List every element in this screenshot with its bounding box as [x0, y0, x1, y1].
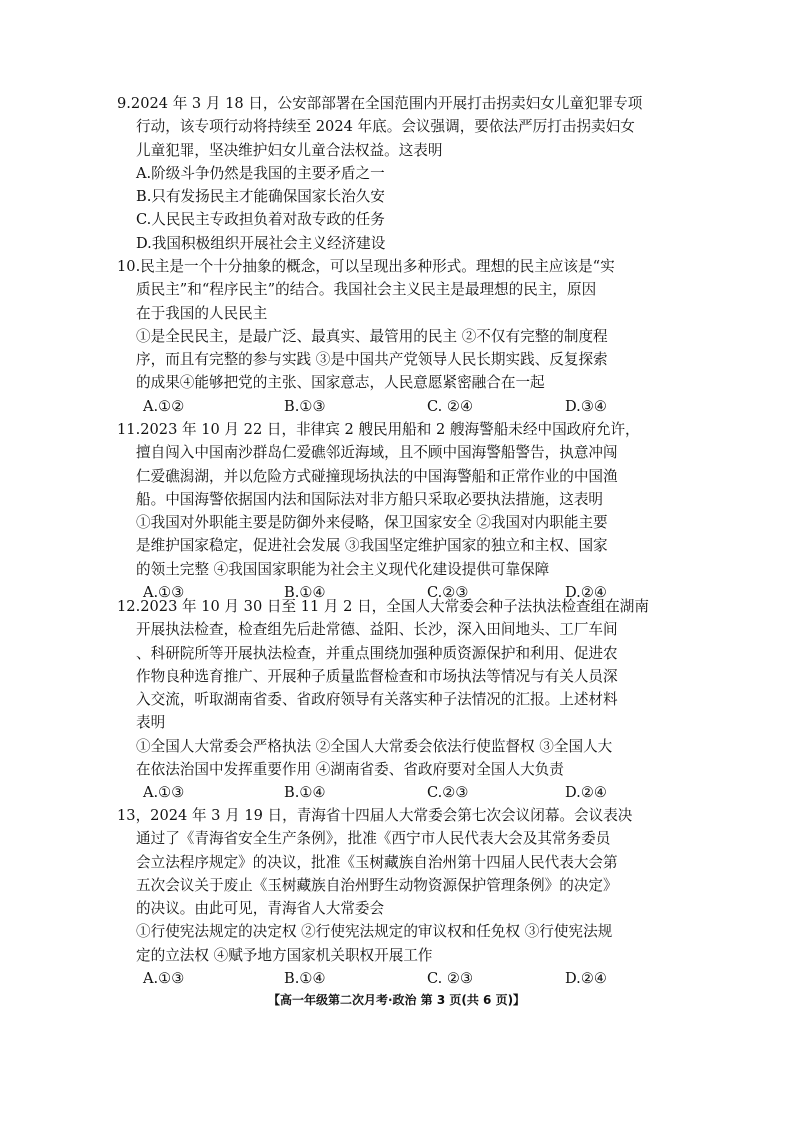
option-d: D.我国积极组织开展社会主义经济建设	[136, 234, 386, 252]
choice-d: D.②④	[565, 970, 607, 988]
question-text-line: 擅自闯入中国南沙群岛仁爱礁邻近海域，且不顾中国海警船警告，执意冲闯	[136, 444, 618, 462]
question-text-line: 的决议。由此可见，青海省人大常委会	[136, 900, 385, 918]
question-text-line: 9.2024 年 3 月 18 日，公安部部署在全国范围内开展打击拐卖妇女儿童犯罪专项	[117, 95, 643, 112]
choice-a: A.①③	[143, 784, 185, 802]
option-c: C.人民民主专政担负着对敌专政的任务	[136, 211, 385, 229]
statement-line: 在依法治国中发挥重要作用 ④湖南省委、省政府要对全国人大负责	[136, 761, 564, 779]
question-text-line: 船。中国海警依据国内法和国际法对非方船只采取必要执法措施，这表明	[136, 490, 604, 508]
question-text-line: 12.2023 年 10 月 30 日至 11 月 2 日，全国人大常委会种子法执法检查组在湖南	[117, 598, 649, 615]
choice-b: B.①③	[284, 397, 326, 415]
choice-a: A.①②	[143, 397, 185, 415]
page-footer: 【高一年级第二次月考·政治 第 3 页(共 6 页)】	[267, 993, 526, 1007]
choice-b: B.①④	[284, 584, 326, 602]
question-text-line: 10.民主是一个十分抽象的概念，可以呈现出多种形式。理想的民主应该是“实	[117, 258, 615, 275]
question-text-line: 表明	[136, 714, 166, 732]
question-text-line: 11.2023 年 10 月 22 日，非律宾 2 艘民用船和 2 艘海警船未经中国政府允许，	[117, 421, 640, 438]
question-text-line: 、科研院所等开展执法检查，并重点围绕加强种质资源保护和利用、促进农	[136, 644, 618, 662]
choice-c: C. ②④	[427, 397, 474, 415]
choice-b: B.①④	[284, 784, 326, 802]
question-text-line: 五次会议关于废止《玉树藏族自治州野生动物资源保护管理条例》的决定》	[136, 876, 618, 894]
statement-line: 的成果④能够把党的主张、国家意志，人民意愿紧密融合在一起	[136, 374, 545, 392]
question-text-line: 儿童犯罪，坚决维护妇女儿童合法权益。这表明	[136, 141, 443, 159]
question-text-line: 开展执法检查，检查组先后赴常德、益阳、长沙，深入田间地头、工厂车间	[136, 621, 618, 639]
question-11	[117, 418, 677, 604]
statement-line: ①我国对外职能主要是防御外来侵略，保卫国家安全 ②我国对内职能主要	[136, 514, 608, 532]
statement-line: ①行使宪法规定的决定权 ②行使宪法规定的审议权和任免权 ③行使宪法规	[136, 923, 613, 941]
question-13	[117, 804, 677, 990]
choice-d: D.③④	[565, 397, 607, 415]
answer-choices	[117, 781, 677, 804]
question-text-line: 仁爱礁潟湖，并以危险方式碰撞现场执法的中国海警船和正常作业的中国渔	[136, 467, 618, 485]
statement-line: 是维护国家稳定，促进社会发展 ③我国坚定维护国家的独立和主权、国家	[136, 537, 608, 555]
option-a: A.阶级斗争仍然是我国的主要矛盾之一	[136, 164, 385, 182]
choice-c: C. ②③	[427, 970, 474, 988]
question-text-line: 行动，该专项行动将持续至 2024 年底。会议强调，要依法严厉打击拐卖妇女	[136, 118, 635, 136]
statement-line: 序，而且有完整的参与实践 ③是中国共产党领导人民长期实践、反复探索	[136, 351, 608, 369]
choice-c: C.②③	[427, 584, 469, 602]
statement-line: 的领土完整 ④我国国家职能为社会主义现代化建设提供可靠保障	[136, 560, 550, 578]
choice-c: C.②③	[427, 784, 469, 802]
choice-a: A.①③	[143, 970, 185, 988]
question-text-line: 入交流，听取湖南省委、省政府领导有关落实种子法情况的汇报。上述材料	[136, 691, 618, 709]
question-text-line: 在于我国的人民民主	[136, 304, 268, 322]
question-10	[117, 255, 677, 418]
question-text-line: 通过了《青海省安全生产条例》，批准《西宁市人民代表大会及其常务委员	[136, 830, 611, 848]
answer-choices	[117, 395, 677, 418]
question-text-line: 质民主”和“程序民主”的结合。我国社会主义民主是最理想的民主，原因	[136, 281, 597, 299]
statement-line: ①全国人大常委会严格执法 ②全国人大常委会依法行使监督权 ③全国人大	[136, 737, 613, 755]
choice-d: D.②④	[565, 584, 607, 602]
choice-b: B.①④	[284, 970, 326, 988]
answer-choices	[117, 967, 677, 990]
statement-line: 定的立法权 ④赋予地方国家机关职权开展工作	[136, 946, 433, 964]
option-b: B.只有发扬民主才能确保国家长治久安	[136, 188, 385, 206]
question-12	[117, 595, 677, 805]
question-text-line: 会立法程序规定》的决议，批准《玉树藏族自治州第十四届人民代表大会第	[136, 853, 618, 871]
choice-d: D.②④	[565, 784, 607, 802]
choice-a: A.①③	[143, 584, 185, 602]
question-text-line: 作物良种选育推广、开展种子质量监督检查和市场执法等情况与有关人员深	[136, 667, 618, 685]
question-text-line: 13，2024 年 3 月 19 日，青海省十四届人大常委会第七次会议闭幕。会议表决	[117, 807, 633, 824]
statement-line: ①是全民民主，是最广泛、最真实、最管用的民主 ②不仅有完整的制度程	[136, 327, 608, 345]
question-9	[117, 92, 677, 255]
